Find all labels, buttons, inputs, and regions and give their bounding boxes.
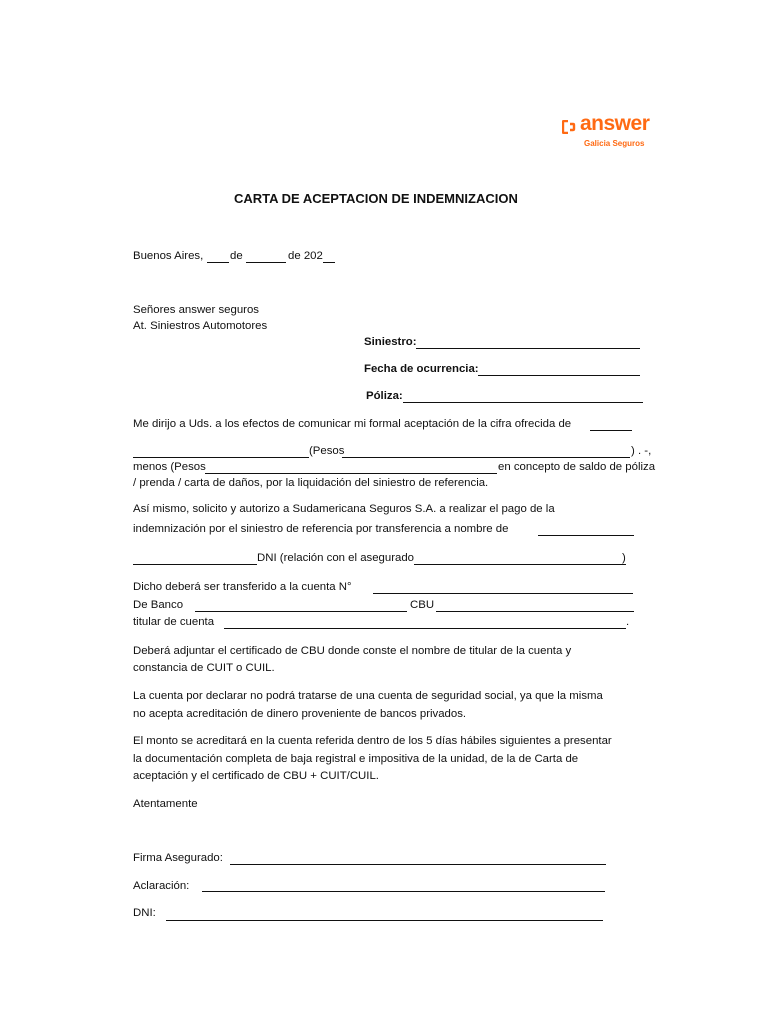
firma-field[interactable] — [230, 864, 606, 865]
closing-text: Atentamente — [133, 798, 198, 810]
firma-label: Firma Asegurado: — [133, 852, 223, 864]
logo-subtitle: Galicia Seguros — [584, 139, 645, 148]
nombre-field[interactable] — [538, 535, 634, 536]
pesos-label: (Pesos — [309, 445, 345, 457]
aclaracion-label: Aclaración: — [133, 880, 190, 892]
cuenta-label: Dicho deberá ser transferido a la cuenta N° — [133, 581, 352, 593]
siniestro-field[interactable] — [416, 348, 640, 349]
cuenta-field[interactable] — [373, 593, 633, 594]
banco-label: De Banco — [133, 599, 184, 611]
aclaracion-field[interactable] — [202, 891, 605, 892]
cbu-label: CBU — [410, 599, 435, 611]
relacion-field[interactable] — [414, 564, 626, 565]
addressee-line-1: Señores answer seguros — [133, 304, 259, 316]
para1-line-1: Me dirijo a Uds. a los efectos de comunicar mi formal aceptación de la cifra ofrecida de — [133, 418, 572, 430]
titular-field[interactable] — [224, 628, 626, 629]
cifra-field[interactable] — [590, 430, 632, 431]
de-label-2: de 202 — [288, 250, 323, 262]
menos-field[interactable] — [205, 473, 497, 474]
poliza-label: Póliza: — [366, 390, 403, 402]
titular-label: titular de cuenta — [133, 616, 215, 628]
answer-logo — [562, 112, 662, 151]
para5-line-3: aceptación y el certificado de CBU + CUIT/CUIL. — [133, 770, 379, 782]
titular-dot: . — [626, 616, 630, 628]
banco-field[interactable] — [195, 611, 407, 612]
siniestro-label: Siniestro: — [364, 336, 417, 348]
relacion-close: ) — [622, 552, 626, 564]
addressee-line-2: At. Siniestros Automotores — [133, 320, 268, 332]
city-label: Buenos Aires, — [133, 250, 204, 262]
logo-name: answer — [580, 112, 650, 135]
year-blank[interactable] — [323, 262, 335, 263]
para1-line-4: / prenda / carta de daños, por la liquidación del siniestro de referencia. — [133, 477, 489, 489]
bracket-logo-icon — [562, 120, 576, 134]
para2-line-2: indemnización por el siniestro de referencia por transferencia a nombre de — [133, 523, 509, 535]
para3-line-1: Deberá adjuntar el certificado de CBU donde conste el nombre de titular de la cuenta y — [133, 645, 572, 657]
para3-line-2: constancia de CUIT o CUIL. — [133, 662, 275, 674]
day-blank[interactable] — [207, 262, 229, 263]
para4-line-2: no acepta acreditación de dinero proveniente de bancos privados. — [133, 708, 467, 720]
monto-letras-field[interactable] — [342, 457, 630, 458]
dni-field[interactable] — [166, 920, 603, 921]
fecha-label: Fecha de ocurrencia: — [364, 363, 479, 375]
dni-label: DNI: — [133, 907, 156, 919]
concepto-label: en concepto de saldo de póliza — [498, 461, 656, 473]
de-label-1: de — [230, 250, 243, 262]
dni-relacion-label: DNI (relación con el asegurado — [257, 552, 415, 564]
dash-label: ) . -, — [631, 445, 652, 457]
para5-line-1: El monto se acreditará en la cuenta referida dentro de los 5 días hábiles siguientes a presentar — [133, 735, 612, 747]
month-blank[interactable] — [246, 262, 286, 263]
cbu-field[interactable] — [436, 611, 634, 612]
dni-beneficiario-field[interactable] — [133, 564, 257, 565]
fecha-field[interactable] — [478, 375, 640, 376]
para2-line-1: Así mismo, solicito y autorizo a Sudamericana Seguros S.A. a realizar el pago de la — [133, 503, 555, 515]
para5-line-2: la documentación completa de baja registral e impositiva de la unidad, de la de Carta de — [133, 753, 579, 765]
para4-line-1: La cuenta por declarar no podrá tratarse de una cuenta de seguridad social, ya que la misma — [133, 690, 603, 702]
document-title: CARTA DE ACEPTACION DE INDEMNIZACION — [234, 191, 518, 206]
poliza-field[interactable] — [403, 402, 643, 403]
menos-label: menos (Pesos — [133, 461, 206, 473]
monto-numero-field[interactable] — [133, 457, 309, 458]
